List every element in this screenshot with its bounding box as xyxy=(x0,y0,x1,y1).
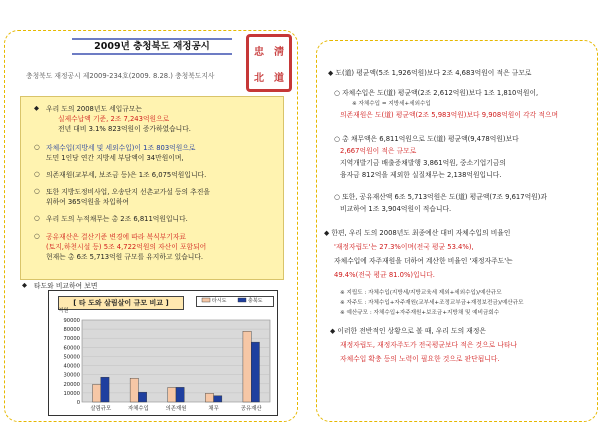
y-axis-label: 억원 xyxy=(58,308,69,314)
autonomy-line-1: ◆ 한편, 우리 도의 2008년도 최종예산 대비 자체수입의 비율인 xyxy=(324,229,511,237)
y-tick-label: 30000 xyxy=(63,372,80,379)
bar-충북도 xyxy=(101,377,109,402)
conclusion-line-3: 자체수입 확충 등의 노력이 필요한 것으로 판단됩니다. xyxy=(340,355,500,363)
x-category-label: 채무 xyxy=(208,406,219,412)
y-tick-label: 90000 xyxy=(63,318,80,324)
bar-충북도 xyxy=(176,387,184,402)
bar-충북도 xyxy=(251,342,259,402)
own-revenue-compare-line: ○ 자체수입은 도(道) 평균액(2조 2,612억원)보다 1조 1,810억원이, xyxy=(334,89,539,97)
document-title: 2009년 충청북도 재정공시 xyxy=(72,38,232,55)
circle-bullet-icon: ○ xyxy=(34,170,40,178)
average-comparison-line: ◆ 도(道) 평균액(5조 1,926억원)보다 2조 4,683억원이 적은 규모로 xyxy=(328,69,532,77)
assets-line-1: 공유재산은 결산기준 변경에 따라 복식부기자료 xyxy=(46,233,186,241)
diamond-bullet-icon: ◆ xyxy=(22,281,27,289)
y-tick-label: 0 xyxy=(76,400,80,406)
autonomy-line-3: 자체수입에 자주재원을 더하여 계산한 비율인 '재정자주도'는 xyxy=(334,257,513,265)
revenue-line-3: 전년 대비 3.1% 823억원이 증가하였습니다. xyxy=(58,125,191,133)
y-tick-label: 60000 xyxy=(63,345,80,352)
borrowing-line-1: 또한 지방도정비사업, 오송단지 선촌교가설 등의 추진을 xyxy=(46,188,210,196)
debt-compare-line-3: 지역개발기금 배출증채발행 3,861억원, 중소기업기금의 xyxy=(340,159,506,167)
official-seal xyxy=(246,34,292,92)
conclusion-line-1: ◆ 이러한 전반적인 상황으로 볼 때, 우리 도의 재정은 xyxy=(330,327,486,335)
revenue-line-2: 실제수납액 기준, 2조 7,243억원으로 xyxy=(58,115,170,123)
assets-line-2: (토지,하천시설 등) 5조 4,722억원의 자산이 포함되어 xyxy=(46,243,207,251)
autonomy-line-4: 49.4%(전국 평균 81.0%)입니다. xyxy=(334,271,435,279)
seal-char-4: 道 xyxy=(274,72,284,84)
own-revenue-line-1: 자체수입(지방세 및 세외수입)이 1조 803억원으로 xyxy=(46,144,196,152)
circle-bullet-icon: ○ xyxy=(34,214,40,222)
seal-char-1: 忠 xyxy=(254,46,264,58)
debt-compare-line-2: 2,667억원이 적은 규모로 xyxy=(340,147,417,155)
bar-타시도 xyxy=(93,384,101,402)
x-category-label: 공유재산 xyxy=(240,406,262,412)
conclusion-line-2: 재정자립도, 재정자주도가 전국평균보다 적은 것으로 나타나 xyxy=(340,341,518,349)
y-tick-label: 20000 xyxy=(63,381,80,388)
y-tick-label: 10000 xyxy=(63,390,80,397)
announcement-number: 충청북도 재정공시 제2009-234호(2009. 8.28.) 충청북도지사 xyxy=(26,72,215,80)
legend-swatch-타시도 xyxy=(202,298,210,302)
definition-note-1: ※ 지립도 : 자체수입(지방세/지방교육세 제외+세외수입)/예산규모 xyxy=(340,290,502,296)
own-revenue-note: ※ 자체수입 = 지방세+세외수입 xyxy=(352,101,431,107)
y-tick-label: 40000 xyxy=(63,363,80,370)
legend-label-타시도: 타시도 xyxy=(212,298,227,304)
y-tick-label: 50000 xyxy=(63,354,80,361)
seal-char-3: 北 xyxy=(254,72,264,84)
bar-타시도 xyxy=(168,387,176,402)
dependent-revenue-line: 의존재원(교부세, 보조금 등)은 1조 6,075억원입니다. xyxy=(46,171,207,179)
dependent-compare-line: 의존재원은 도(道) 평균액(2조 5,983억원)보다 9,908억원이 각각 적으며 xyxy=(340,111,559,119)
bar-타시도 xyxy=(130,378,138,402)
assets-compare-line-1: ○ 또한, 공유재산액 6조 5,713억원은 도(道) 평균액(7조 9,617억원)과 xyxy=(334,193,547,201)
circle-bullet-icon: ○ xyxy=(34,143,40,151)
y-tick-label: 70000 xyxy=(63,336,80,343)
circle-bullet-icon: ○ xyxy=(34,187,40,195)
borrowing-line-2: 위하여 365억원을 차입하여 xyxy=(46,198,129,206)
compare-heading: 타도와 비교하여 보면 xyxy=(34,282,98,290)
own-revenue-line-2: 도민 1인당 연간 지방세 부담액이 34만원이며, xyxy=(46,154,184,162)
assets-compare-line-2: 비교하여 1조 3,904억원이 적습니다. xyxy=(340,205,452,213)
bar-타시도 xyxy=(205,393,213,402)
autonomy-line-2: '재정자립도'는 27.3%이며(전국 평균 53.4%), xyxy=(334,243,474,251)
debt-compare-line-1: ○ 총 채무액은 6,811억원으로 도(道) 평균액(9,478억원)보다 xyxy=(334,135,519,143)
bar-충북도 xyxy=(214,396,222,402)
debt-compare-line-4: 융자금 812억을 제외한 실질채무는 2,138억원입니다. xyxy=(340,171,502,179)
y-tick-label: 80000 xyxy=(63,327,80,334)
assets-line-3: 현재는 총 6조 5,713억원 규모를 유지하고 있습니다. xyxy=(46,253,204,261)
x-category-label: 살림규모 xyxy=(90,406,112,412)
debt-line: 우리 도의 누적채무는 총 2조 6,811억원입니다. xyxy=(46,215,188,223)
bar-타시도 xyxy=(243,331,251,402)
chart-plot xyxy=(48,290,278,416)
diamond-bullet-icon: ◆ xyxy=(34,104,39,112)
circle-bullet-icon: ○ xyxy=(34,232,40,240)
x-category-label: 의존재원 xyxy=(165,406,187,412)
definition-note-3: ※ 예산규모 : 자체수입+자주재원+보조금+지방채 및 예비금회수 xyxy=(340,310,500,316)
legend-label-충북도: 충북도 xyxy=(248,298,263,304)
revenue-line-1: 우리 도의 2008년도 세입규모는 xyxy=(46,105,143,113)
seal-char-2: 淸 xyxy=(274,46,284,58)
x-category-label: 자체수입 xyxy=(127,406,149,412)
chart-title: [ 타 도와 살림살이 규모 비교 ] xyxy=(58,296,184,310)
legend-swatch-충북도 xyxy=(238,298,246,302)
bar-충북도 xyxy=(138,392,146,402)
definition-note-2: ※ 자주도 : 자체수입+자주재원(교부세+조정교부금+재정보전금)/예산규모 xyxy=(340,300,524,306)
